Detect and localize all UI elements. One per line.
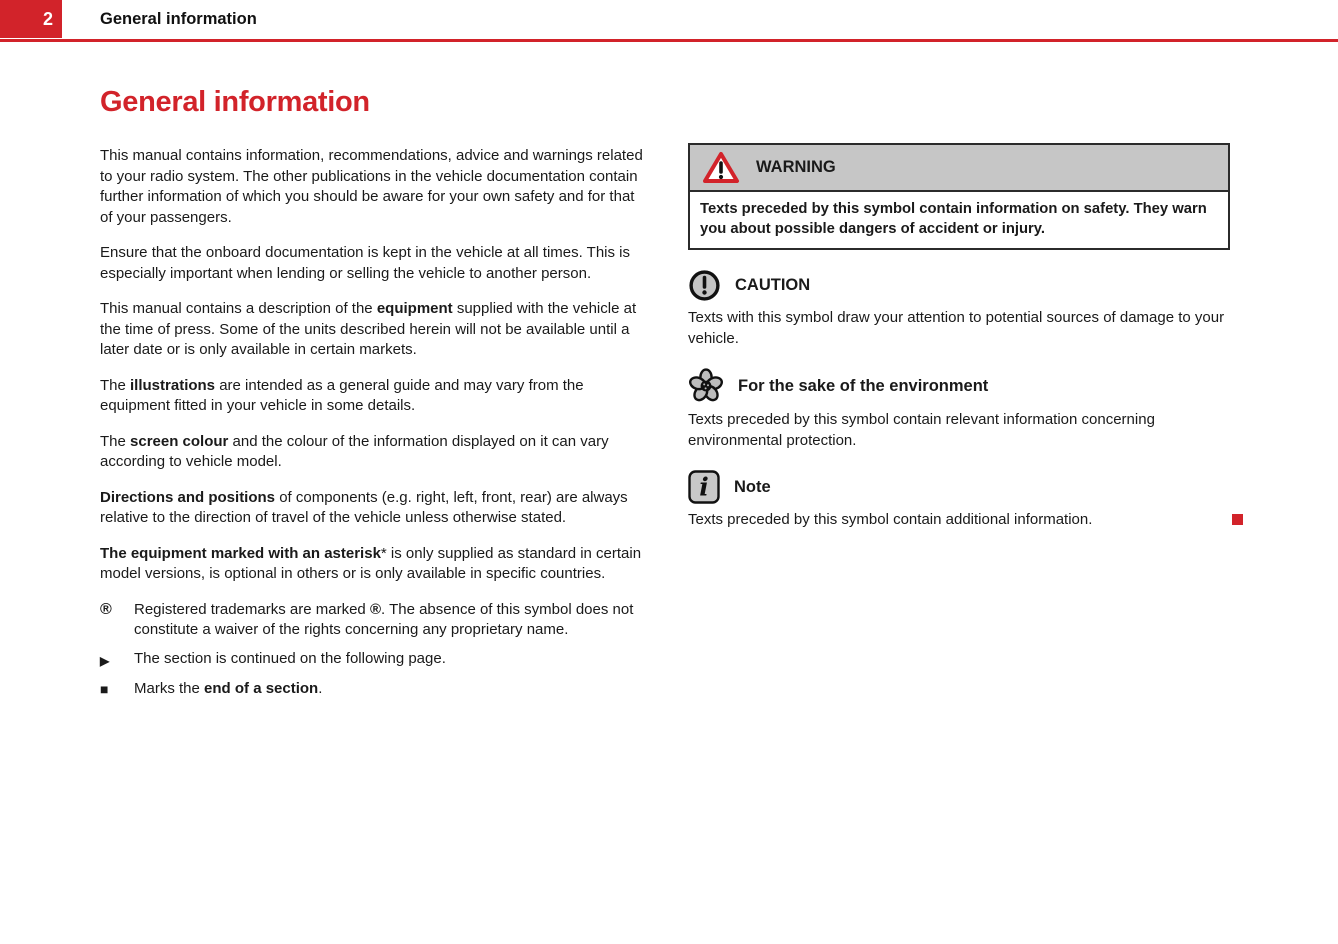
paragraph-equipment: This manual contains a description of the equipment supplied with the vehicle at the time of press. Some of the units described herein will not be available until a later date or is only available in certain markets.	[100, 300, 637, 358]
list-item: ■ Marks the end of a section.	[100, 679, 648, 700]
page-number-box	[0, 0, 66, 38]
note-label: Note	[734, 477, 771, 496]
warning-box-header	[690, 145, 1228, 192]
registered-trademark-symbol: ®	[100, 600, 112, 618]
paragraph-directions: Directions and positions of components (e.g. right, left, front, rear) are always relative to the direction of travel of the vehicle unless otherwise stated.	[100, 488, 628, 526]
right-column	[688, 143, 1230, 531]
svg-text:i: i	[699, 472, 709, 502]
warning-triangle-icon	[702, 151, 740, 185]
page-title: General information	[100, 86, 370, 118]
continuation-triangle-symbol: ▶	[100, 653, 110, 668]
header-rule	[0, 39, 1338, 42]
end-of-section-symbol: ■	[100, 681, 109, 697]
page-number: 2	[42, 8, 53, 29]
warning-text: Texts preceded by this symbol contain information on safety. They warn you about possible dangers of accident or injury.	[700, 201, 1207, 237]
paragraph-asterisk: The equipment marked with an asterisk* is only supplied as standard in certain model versions, is optional in others or is only available in specific countries.	[100, 544, 642, 582]
paragraph-screen-colour: The screen colour and the colour of the information displayed on it can vary according to vehicle model.	[100, 432, 609, 470]
paragraph-intro: This manual contains information, recommendations, advice and warnings related to your radio system. The other publications in the vehicle documentation contain further information of which you should be aware for your own safety and for that of your passengers.	[100, 147, 643, 226]
running-header-title: General information	[100, 9, 257, 28]
caution-label: CAUTION	[735, 276, 811, 295]
note-text: Texts preceded by this symbol contain additional information.	[688, 511, 1093, 528]
note-info-icon	[688, 470, 720, 504]
paragraph-onboard-docs: Ensure that the onboard documentation is kept in the vehicle at all times. This is especially important when lending or selling the vehicle to another person.	[100, 244, 631, 282]
environment-text: Texts preceded by this symbol contain relevant information concerning environmental protection.	[688, 411, 1155, 449]
note-section	[688, 470, 1230, 531]
caution-section	[688, 269, 1230, 349]
list-item: ® Registered trademarks are marked ®. The absence of this symbol does not constitute a waiver of the rights concerning any proprietary name.	[100, 600, 634, 638]
end-of-section-marker	[1232, 514, 1243, 525]
paragraph-illustrations: The illustrations are intended as a general guide and may vary from the equipment fitted in your vehicle in some details.	[100, 376, 584, 414]
list-item: ▶ The section is continued on the following page.	[100, 649, 648, 672]
symbol-legend-list	[100, 600, 648, 700]
environment-section	[688, 368, 1230, 451]
environment-flower-icon	[688, 368, 724, 404]
environment-label: For the sake of the environment	[738, 376, 989, 395]
caution-exclamation-icon	[688, 269, 721, 302]
caution-text: Texts with this symbol draw your attention to potential sources of damage to your vehicle.	[688, 309, 1225, 347]
warning-box	[688, 143, 1230, 250]
left-column	[100, 146, 648, 708]
note-text-line	[688, 510, 1230, 531]
warning-label: WARNING	[756, 158, 836, 177]
